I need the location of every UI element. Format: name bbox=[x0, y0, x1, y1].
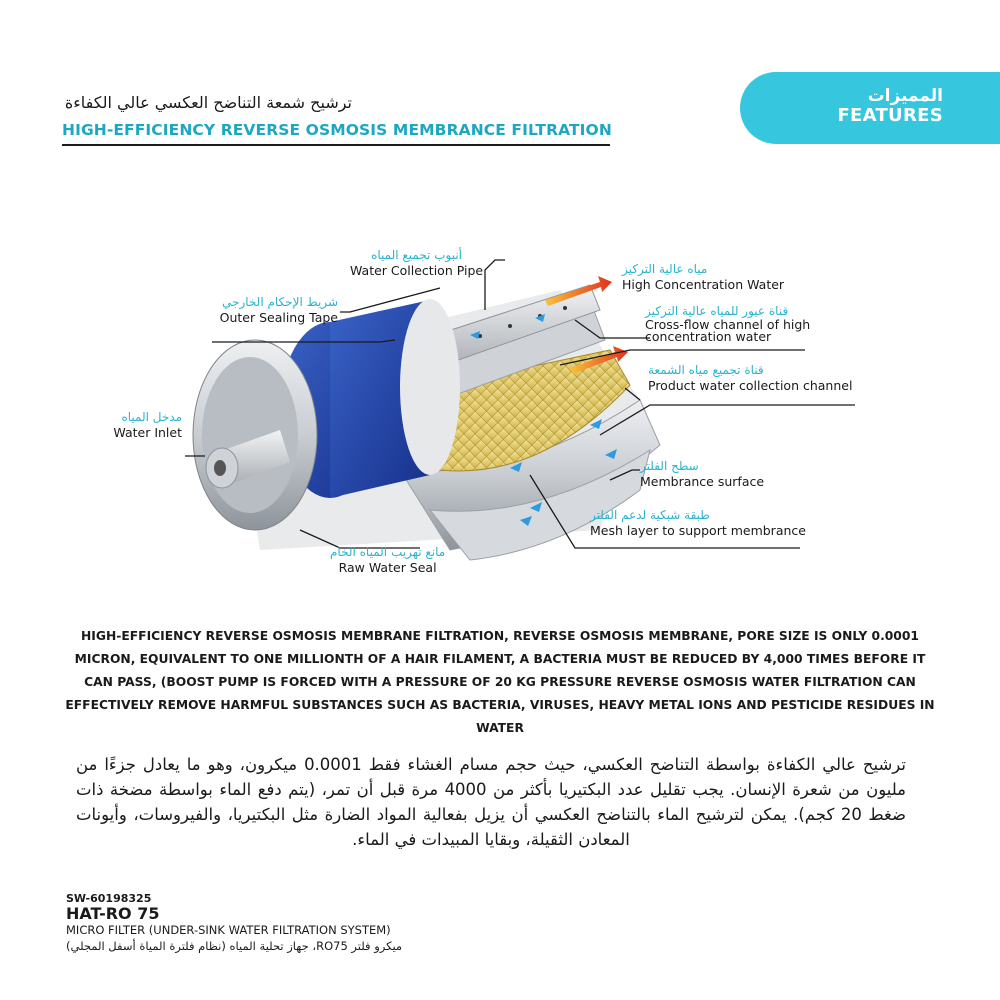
label-water-inlet: مدخل المياه Water Inlet bbox=[113, 410, 182, 440]
label-product-water-channel: قناة تجميع مياه الشمعة Product water collection channel bbox=[648, 363, 853, 393]
title-underline bbox=[62, 144, 610, 146]
sku-code: SW-60198325 bbox=[66, 892, 152, 905]
label-raw-water-seal: مانع تهريب المياه الخام Raw Water Seal bbox=[330, 545, 446, 575]
product-footer bbox=[66, 892, 402, 954]
page-title: HIGH-EFFICIENCY REVERSE OSMOSIS MEMBRANCE FILTRATION bbox=[62, 121, 612, 139]
product-description-ar: ميكرو فلتر RO75، جهاز تحلية المياه (نظام فلترة المياة أسفل المجلي) bbox=[66, 939, 403, 953]
model-name: HAT-RO 75 bbox=[66, 904, 160, 923]
description-ar: ترشيح عالي الكفاءة بواسطة التناضح العكسي، حيث حجم مسام الغشاء فقط 0.0001 ميكرون، وهو ما يعادل جزءًا من مليون من شعرة الإنسان. يجب تقليل عدد البكتيريا بأكثر من 4000 مرة قبل أن تمر، (يتم دفع الماء بواسطة مضخة ذات ضغط 20 كجم). يمكن لترشيح الماء بالتناضح العكسي أن يزيل بفعالية المواد الضارة مثل البكتيريا، والفيروسات، وأيونات المعادن الثقيلة، وبقايا المبيدات في الماء. bbox=[76, 755, 907, 849]
label-high-concentration-water: مياه عالية التركيز High Concentration Water bbox=[622, 262, 785, 292]
label-mesh-layer: طبقة شبكية لدعم الفلتر Mesh layer to support membrance bbox=[590, 508, 806, 538]
label-membrance-surface: سطح الفلتر Membrance surface bbox=[640, 459, 765, 489]
features-tab-label-ar: المميزات bbox=[867, 86, 943, 106]
label-cross-flow-channel: قناة عبور للمياه عالية التركيز Cross-flow channel of high concentration water bbox=[645, 304, 811, 344]
description-en: HIGH-EFFICIENCY REVERSE OSMOSIS MEMBRANE FILTRATION, REVERSE OSMOSIS MEMBRANE, PORE SIZE IS ONLY 0.0001 MICRON, EQUIVALENT TO ONE MILLIONTH OF A HAIR FILAMENT, A BACTERIA MUST BE REDUCED BY 4,000 TIMES BEFORE IT CAN PASS, (BOOST PUMP IS FORCED WITH A PRESSURE OF 20 KG PRESSURE REVERSE OSMOSIS WATER FILTRATION CAN EFFECTIVELY REMOVE HARMFUL SUBSTANCES SUCH AS BACTERIA, VIRUSES, HEAVY METAL IONS AND PESTICIDE RESIDUES IN WATER bbox=[65, 629, 935, 735]
page-title-ar: ترشيح شمعة التناضح العكسي عالي الكفاءة bbox=[64, 93, 352, 112]
features-tab-label-en: FEATURES bbox=[837, 105, 943, 126]
product-description-en: MICRO FILTER (UNDER-SINK WATER FILTRATION SYSTEM) bbox=[66, 923, 391, 937]
label-water-collection-pipe: أنبوب تجميع المياه Water Collection Pipe bbox=[350, 248, 484, 278]
ro-membrane-diagram bbox=[0, 230, 1000, 590]
features-tab bbox=[740, 72, 1000, 144]
label-outer-sealing-tape: شريط الإحكام الخارجي Outer Sealing Tape bbox=[219, 295, 338, 325]
